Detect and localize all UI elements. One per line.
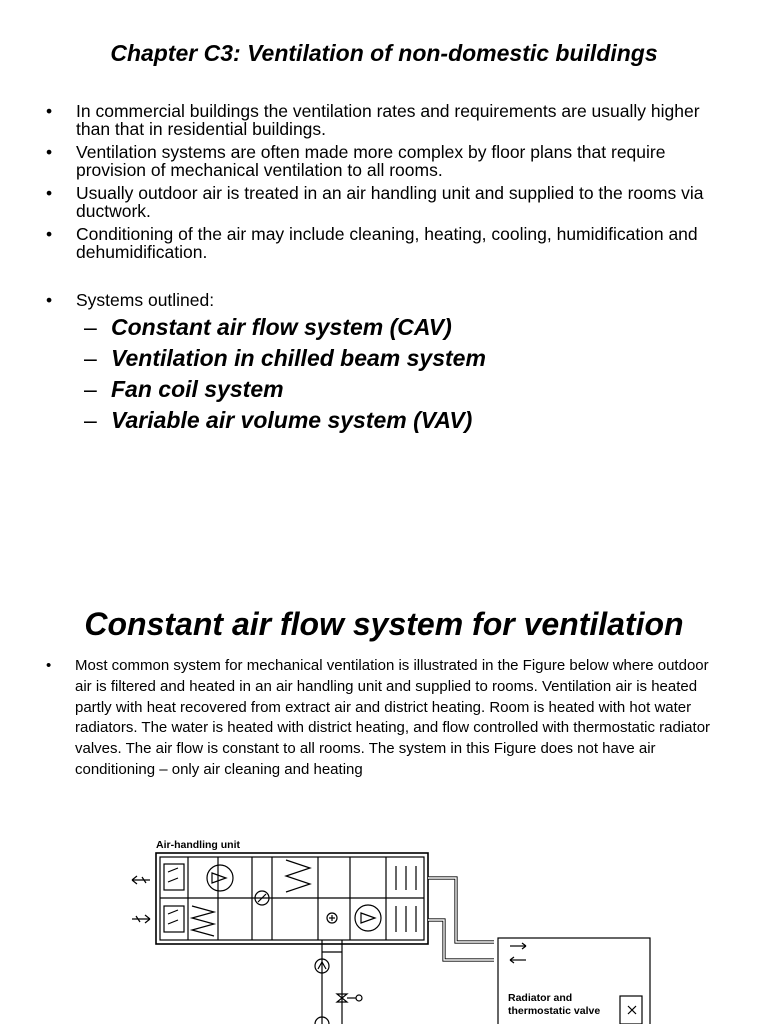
list-item: [84, 312, 486, 343]
dash-marker: –: [84, 345, 97, 371]
valve-icon: [337, 994, 362, 1002]
pipework: [322, 940, 342, 1024]
damper-icon: [164, 864, 184, 890]
list-item: [46, 143, 736, 179]
coil-icon: [286, 860, 310, 892]
airflow-arrow-icon: [510, 943, 526, 963]
dash-marker: –: [84, 376, 97, 402]
system-name: Ventilation in chilled beam system: [111, 345, 486, 371]
ventilation-system-figure: [120, 830, 660, 1024]
bullet-marker: •: [46, 101, 53, 121]
dash-marker: –: [84, 314, 97, 340]
list-item: [46, 102, 736, 138]
radiator-label: thermostatic valve: [508, 1005, 601, 1017]
description-paragraph: [46, 656, 726, 781]
paragraph-text: Most common system for mechanical ventilation is illustrated in the Figure below where outdoor air is filtered and heated in an air handling unit and supplied to rooms. Ventilation air is heated partly with heat recovered from extract air and district heating. Room is heated with hot water radiators. The water is heated with district heating, and flow controlled with thermostatic radiator valves. The air flow is constant to all rooms. The system in this Figure does not have air conditioning – only air cleaning and heating: [75, 657, 711, 778]
list-item: [84, 405, 486, 436]
heating-coil-icon: [327, 913, 337, 923]
ahu-label: Air-handling unit: [156, 839, 240, 851]
bullet-marker: •: [46, 183, 53, 203]
system-name: Variable air volume system (VAV): [111, 407, 473, 433]
bullet-text: Conditioning of the air may include cleaning, heating, cooling, humidification and dehumidification.: [76, 224, 698, 262]
bullet-text: In commercial buildings the ventilation rates and requirements are usually higher than that in residential buildings.: [76, 101, 700, 139]
bullet-marker: •: [46, 224, 53, 244]
chapter-title: Chapter C3: Ventilation of non-domestic buildings: [110, 40, 658, 66]
system-name: Fan coil system: [111, 376, 284, 402]
system-name: Constant air flow system (CAV): [111, 314, 452, 340]
silencer-icon: [396, 866, 416, 932]
radiator-label: Radiator and: [508, 992, 573, 1004]
systems-list: [84, 312, 486, 436]
bullet-marker: •: [46, 290, 53, 310]
dash-marker: –: [84, 407, 97, 433]
fan-icon: [207, 865, 233, 891]
bullet-text: Ventilation systems are often made more complex by floor plans that require provision of mechanical ventilation to all rooms.: [76, 142, 666, 180]
filter-icon: [192, 906, 214, 936]
list-item: [84, 374, 486, 405]
bullet-marker: •: [46, 142, 53, 162]
radiator-icon: [620, 996, 642, 1024]
bullet-marker: •: [46, 657, 52, 674]
duct: [428, 878, 494, 960]
airflow-arrow-icon: [132, 915, 150, 923]
section-title: Constant air flow system for ventilation: [84, 606, 684, 642]
intro-bullet-list: [46, 102, 736, 266]
damper-icon: [164, 906, 184, 932]
bullet-text: Usually outdoor air is treated in an air handling unit and supplied to the rooms via ductwork.: [76, 183, 704, 221]
list-item: [84, 343, 486, 374]
outline-label: Systems outlined:: [76, 290, 215, 310]
airflow-arrow-icon: [132, 876, 150, 884]
list-item: [46, 225, 736, 261]
fan-icon: [355, 905, 381, 931]
list-item: [46, 184, 736, 220]
